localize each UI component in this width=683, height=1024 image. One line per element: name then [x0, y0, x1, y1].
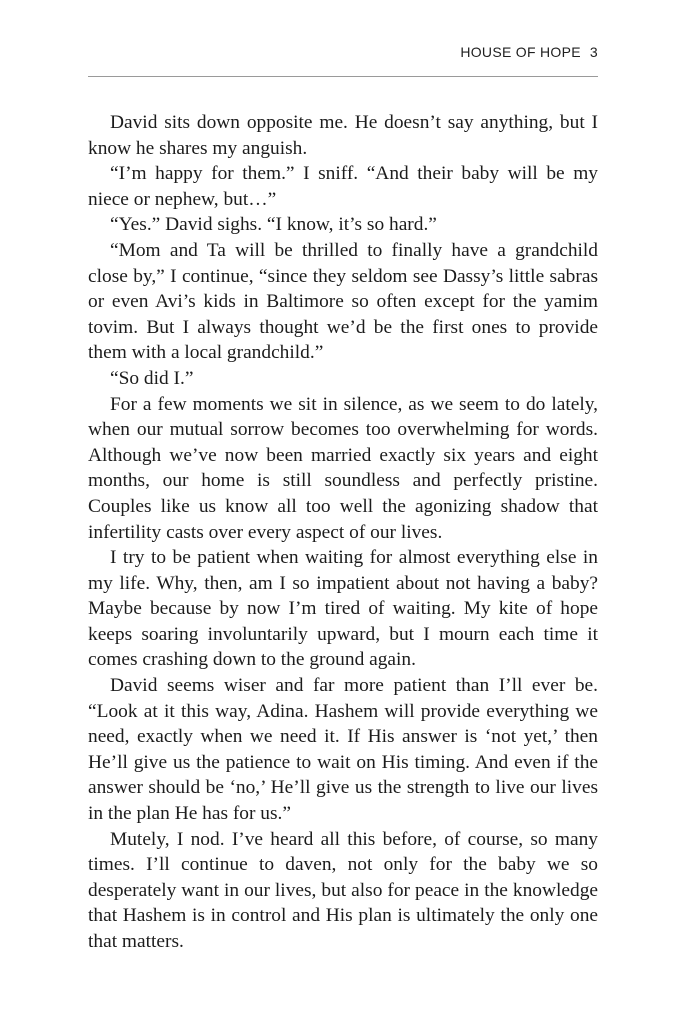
paragraph: “Yes.” David sighs. “I know, it’s so hard.”	[110, 214, 437, 236]
paragraph: For a few moments we sit in silence, as we seem to do lately, when our mutual sorrow becomes too overwhelming for words. Although we’ve now been married exactly six years and eight months, our home is still soundless and perfectly pristine. Couples like us know all too well the agonizing shadow that infertility casts over every aspect of our lives.	[88, 393, 598, 543]
header-rule	[88, 76, 598, 77]
running-title: HOUSE OF HOPE	[460, 44, 581, 60]
body-text	[88, 110, 598, 955]
paragraph: “So did I.”	[110, 367, 194, 389]
paragraph: “Mom and Ta will be thrilled to finally have a grandchild close by,” I continue, “since they seldom see Dassy’s little sabras or even Avi’s kids in Baltimore so often except for the yamim tovim. But I always thought we’d be the first ones to provide them with a local grandchild.”	[88, 239, 598, 364]
paragraph: “I’m happy for them.” I sniff. “And their baby will be my niece or nephew, but…”	[88, 163, 598, 210]
paragraph: David seems wiser and far more patient than I’ll ever be. “Look at it this way, Adina. Hashem will provide everything we need, exactly when we need it. If His answer is ‘not yet,’ then He’ll give us the patience to wait on His timing. And even if the answer should be ‘no,’ He’ll give us the strength to live our lives in the plan He has for us.”	[88, 675, 598, 825]
paragraph: Mutely, I nod. I’ve heard all this before, of course, so many times. I’ll continue to daven, not only for the baby we so desperately want in our lives, but also for peace in the knowledge that Hashem is in control and His plan is ultimately the only one that matters.	[88, 828, 598, 952]
running-header	[88, 44, 598, 60]
paragraph: David sits down opposite me. He doesn’t say anything, but I know he shares my anguish.	[88, 112, 598, 159]
paragraph: I try to be patient when waiting for almost everything else in my life. Why, then, am I so impatient about not having a baby? Maybe because by now I’m tired of waiting. My kite of hope keeps soaring involuntarily upward, but I mourn each time it comes crashing down to the ground again.	[88, 547, 598, 671]
page-number: 3	[589, 44, 598, 60]
